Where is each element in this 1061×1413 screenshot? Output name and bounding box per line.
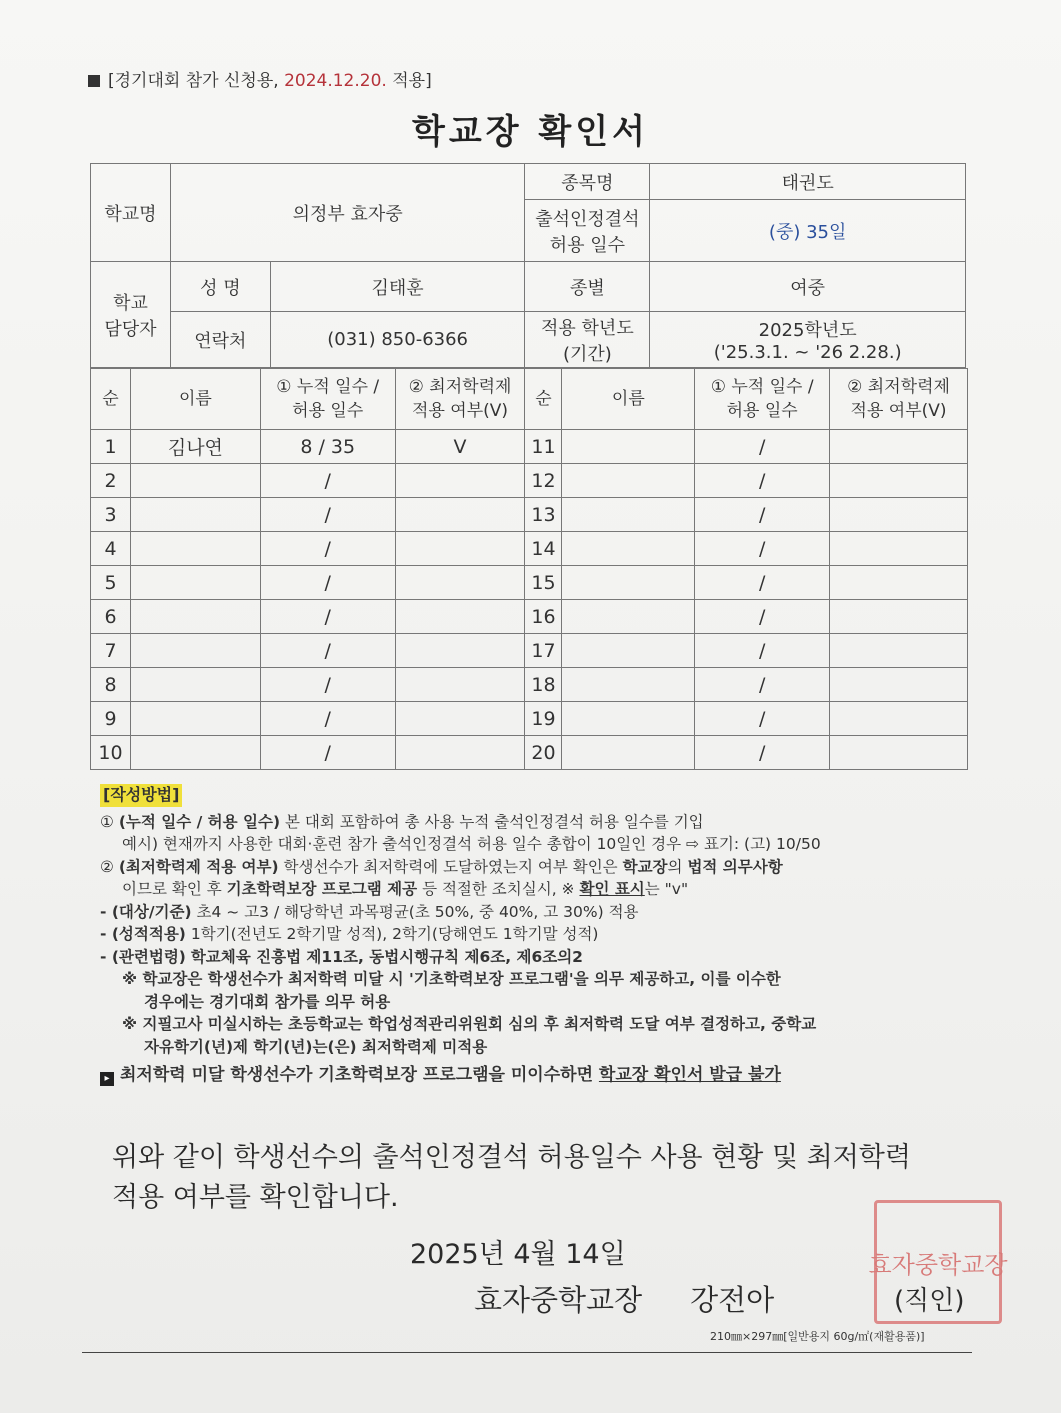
header-check-right	[830, 369, 968, 430]
header-days-right	[695, 369, 830, 430]
row-days-cell: /	[260, 736, 395, 770]
row-no-cell: 8	[91, 668, 131, 702]
header-check-left	[395, 369, 525, 430]
row-name-cell	[130, 498, 260, 532]
sub-item-law	[100, 946, 970, 969]
document-title: 학교장 확인서	[412, 112, 649, 152]
row-days-cell: /	[695, 498, 830, 532]
header-name-right: 이름	[562, 369, 695, 430]
row-days-cell: /	[695, 634, 830, 668]
row-check-cell	[830, 668, 968, 702]
row-days-cell: /	[695, 702, 830, 736]
attendance-label	[525, 200, 650, 262]
name-value: 김태훈	[270, 262, 525, 312]
row-check-cell	[395, 668, 525, 702]
header-check-right-line2: 적용 여부(V)	[850, 401, 947, 421]
row-name-cell	[562, 532, 695, 566]
row-days-cell: /	[695, 430, 830, 464]
manager-label-line2: 담당자	[104, 318, 157, 340]
row-name-cell	[130, 532, 260, 566]
category-label: 종별	[525, 262, 650, 312]
row-check-cell: V	[395, 430, 525, 464]
school-value: 의정부 효자중	[170, 164, 525, 262]
final-note-underline: 학교장 확인서 발급 불가	[598, 1065, 781, 1085]
paper-spec: 210㎜×297㎜[일반용지 60g/㎡(재활용품)]	[710, 1330, 925, 1343]
row-name-cell	[562, 668, 695, 702]
item1-bold: (누적 일수 / 허용 일수)	[118, 812, 281, 831]
row-check-cell	[830, 464, 968, 498]
list-header-row	[91, 369, 968, 430]
row-days-cell: 8 / 35	[260, 430, 395, 464]
row-check-cell	[395, 498, 525, 532]
signer-title: 효자중학교장	[474, 1283, 643, 1317]
sub2-text: 1학기(전년도 2학기말 성적), 2학기(당해연도 1학기말 성적)	[190, 925, 599, 943]
instructions-label: [작성방법]	[100, 784, 182, 807]
header-no-right: 순	[525, 369, 562, 430]
attendance-label-line1: 출석인정결석	[535, 208, 640, 230]
row-no-cell: 3	[91, 498, 131, 532]
row-days-cell: /	[695, 668, 830, 702]
item1-text: 본 대회 포함하여 총 사용 누적 출석인정결석 허용 일수를 기입	[284, 812, 704, 831]
row-check-cell	[395, 464, 525, 498]
row-no-cell: 10	[91, 736, 131, 770]
item2-bold-b: 학교장	[622, 857, 668, 876]
row-no-cell: 1	[91, 430, 131, 464]
note-1-line2: 경우에는 경기대회 참가를 의무 허용	[144, 992, 391, 1011]
list-body	[91, 430, 968, 770]
row-check-cell	[830, 498, 968, 532]
row-check-cell	[830, 566, 968, 600]
row-no-cell: 9	[91, 702, 131, 736]
info-table	[90, 163, 966, 368]
year-value-line2: ('25.3.1. ~ '26 2.28.)	[713, 342, 902, 363]
row-check-cell	[395, 600, 525, 634]
row-no-cell: 15	[525, 566, 562, 600]
instruction-item-2	[100, 856, 970, 879]
item2-mark: ②	[100, 857, 114, 876]
row-no-cell: 19	[525, 702, 562, 736]
sub3-text: 학교체육 진흥법 제11조, 동법시행규칙 제6조, 제6조의2	[190, 947, 583, 966]
item2-line2-bold: 기초학력보장 프로그램 제공	[226, 880, 418, 898]
row-check-cell	[830, 736, 968, 770]
row-check-cell	[830, 702, 968, 736]
manager-label-line1: 학교	[113, 292, 148, 314]
row-no-cell: 18	[525, 668, 562, 702]
issue-date: 2025년 4월 14일	[410, 1239, 626, 1270]
row-name-cell	[130, 464, 260, 498]
table-row	[91, 566, 968, 600]
row-check-cell	[830, 532, 968, 566]
row-name-cell	[130, 736, 260, 770]
note-2-line2: 자유학기(년)제 학기(년)는(은) 최저학력제 미적용	[144, 1037, 488, 1056]
header-note-prefix: [경기대회 참가 신청용,	[108, 71, 279, 91]
attendance-label-line2: 허용 일수	[549, 234, 626, 256]
header-name-left: 이름	[130, 369, 260, 430]
arrow-box-icon: ▸	[100, 1072, 114, 1086]
table-row	[91, 634, 968, 668]
row-name-cell	[562, 566, 695, 600]
row-no-cell: 11	[525, 430, 562, 464]
header-note	[88, 66, 432, 91]
row-check-cell	[395, 702, 525, 736]
manager-label	[91, 262, 171, 368]
row-no-cell: 6	[91, 600, 131, 634]
row-check-cell	[830, 430, 968, 464]
note-2-line1: ※ 지필고사 미실시하는 초등학교는 학업성적관리위원회 심의 후 최저학력 도달 여부 결정하고, 중학교	[122, 1015, 817, 1033]
signer-line	[474, 1278, 774, 1319]
row-check-cell	[395, 566, 525, 600]
header-days-left-line2: 허용 일수	[292, 401, 364, 421]
table-row	[91, 702, 968, 736]
row-name-cell	[562, 498, 695, 532]
sub3-bold: - (관련법령)	[100, 947, 186, 966]
row-days-cell: /	[260, 532, 395, 566]
row-no-cell: 7	[91, 634, 131, 668]
sport-label: 종목명	[525, 164, 650, 200]
row-name-cell	[130, 566, 260, 600]
item2-line2-c: 는 "v"	[644, 880, 689, 898]
row-name-cell	[562, 702, 695, 736]
year-label	[525, 312, 650, 368]
instruction-item-2-line2	[100, 878, 970, 901]
row-no-cell: 17	[525, 634, 562, 668]
row-check-cell	[830, 600, 968, 634]
row-days-cell: /	[695, 736, 830, 770]
row-no-cell: 20	[525, 736, 562, 770]
year-label-line1: 적용 학년도	[541, 317, 634, 339]
row-no-cell: 16	[525, 600, 562, 634]
statement-line1: 위와 같이 학생선수의 출석인정결석 허용일수 사용 현황 및 최저학력	[112, 1142, 911, 1173]
item2-bold: (최저학력제 적용 여부)	[118, 857, 279, 876]
row-check-cell	[395, 634, 525, 668]
item2-line2-b: 등 적절한 조치실시, ※	[422, 880, 575, 898]
table-row	[91, 668, 968, 702]
contact-value: (031) 850-6366	[270, 312, 525, 368]
row-check-cell	[830, 634, 968, 668]
contact-label: 연락처	[170, 312, 270, 368]
final-note	[100, 1064, 970, 1087]
row-days-cell: /	[695, 532, 830, 566]
header-days-left-line1: ① 누적 일수 /	[276, 377, 380, 397]
table-row	[91, 498, 968, 532]
table-row	[91, 430, 968, 464]
row-days-cell: /	[260, 600, 395, 634]
row-days-cell: /	[260, 634, 395, 668]
header-check-left-line2: 적용 여부(V)	[412, 401, 509, 421]
sport-value: 태권도	[650, 164, 966, 200]
header-no-left: 순	[91, 369, 131, 430]
row-name-cell	[130, 668, 260, 702]
row-name-cell	[130, 702, 260, 736]
note-1-line1: ※ 학교장은 학생선수가 최저학력 미달 시 '기초학력보장 프로그램'을 의무 제공하고, 이를 이수한	[122, 970, 781, 988]
footer-divider	[82, 1352, 972, 1353]
header-days-right-line1: ① 누적 일수 /	[710, 377, 814, 397]
row-name-cell	[562, 430, 695, 464]
header-days-right-line2: 허용 일수	[726, 401, 798, 421]
row-days-cell: /	[695, 464, 830, 498]
row-days-cell: /	[695, 600, 830, 634]
year-value-line1: 2025학년도	[758, 320, 857, 341]
sub-item-grades	[100, 923, 970, 946]
row-no-cell: 12	[525, 464, 562, 498]
row-days-cell: /	[260, 702, 395, 736]
header-days-left	[260, 369, 395, 430]
table-row	[91, 464, 968, 498]
table-row	[91, 600, 968, 634]
table-row	[91, 736, 968, 770]
row-no-cell: 5	[91, 566, 131, 600]
row-days-cell: /	[260, 566, 395, 600]
sub1-text: 초4 ~ 고3 / 해당학년 과목평균(초 50%, 중 40%, 고 30%) 적용	[196, 902, 639, 921]
row-days-cell: /	[695, 566, 830, 600]
name-label: 성 명	[170, 262, 270, 312]
row-no-cell: 2	[91, 464, 131, 498]
row-days-cell: /	[260, 668, 395, 702]
seal-text: 효자중학교장	[868, 1251, 1008, 1279]
header-note-suffix: 적용]	[392, 71, 432, 91]
row-no-cell: 4	[91, 532, 131, 566]
row-days-cell: /	[260, 498, 395, 532]
item2-text-a: 학생선수가 최저학력에 도달하였는지 여부 확인은	[283, 857, 618, 876]
table-row	[91, 532, 968, 566]
item2-text-c: 의	[667, 857, 683, 876]
instruction-item-1	[100, 811, 970, 834]
instruction-item-1-example: 예시) 현재까지 사용한 대회·훈련 참가 출석인정결석 허용 일수 총합이 10일인 경우 ⇨ 표기: (고) 10/50	[122, 835, 821, 853]
confirmation-statement	[112, 1138, 952, 1218]
row-name-cell	[562, 464, 695, 498]
row-name-cell	[562, 600, 695, 634]
row-name-cell	[130, 600, 260, 634]
instructions-section	[100, 784, 970, 1087]
signer-name: 강전아	[690, 1283, 775, 1317]
item1-mark: ①	[100, 812, 114, 831]
sub1-bold: - (대상/기준)	[100, 902, 192, 921]
sub-item-target	[100, 901, 970, 924]
category-value: 여중	[650, 262, 966, 312]
row-name-cell	[130, 634, 260, 668]
square-bullet-icon	[88, 75, 100, 87]
seal-mark: (직인)	[894, 1286, 965, 1316]
year-value	[650, 312, 966, 368]
header-check-right-line1: ② 최저학력제	[847, 377, 950, 397]
final-note-text: 최저학력 미달 학생선수가 기초학력보장 프로그램을 미이수하면	[120, 1065, 593, 1085]
header-check-left-line1: ② 최저학력제	[408, 377, 512, 397]
athlete-list-table	[90, 368, 968, 770]
row-check-cell	[395, 736, 525, 770]
row-days-cell: /	[260, 464, 395, 498]
row-name-cell	[562, 736, 695, 770]
year-label-line2: (기간)	[562, 343, 612, 365]
item2-line2-underline: 확인 표시	[579, 880, 645, 898]
row-no-cell: 13	[525, 498, 562, 532]
row-check-cell	[395, 532, 525, 566]
statement-line2: 적용 여부를 확인합니다.	[112, 1182, 399, 1213]
row-no-cell: 14	[525, 532, 562, 566]
row-name-cell: 김나연	[130, 430, 260, 464]
row-name-cell	[562, 634, 695, 668]
item2-line2-a: 이므로 확인 후	[122, 880, 222, 898]
item2-bold-d: 법적 의무사항	[687, 857, 783, 876]
attendance-value: (중) 35일	[650, 200, 966, 262]
header-note-date: 2024.12.20.	[284, 71, 387, 91]
sub2-bold: - (성적적용)	[100, 925, 186, 943]
school-label: 학교명	[91, 164, 171, 262]
